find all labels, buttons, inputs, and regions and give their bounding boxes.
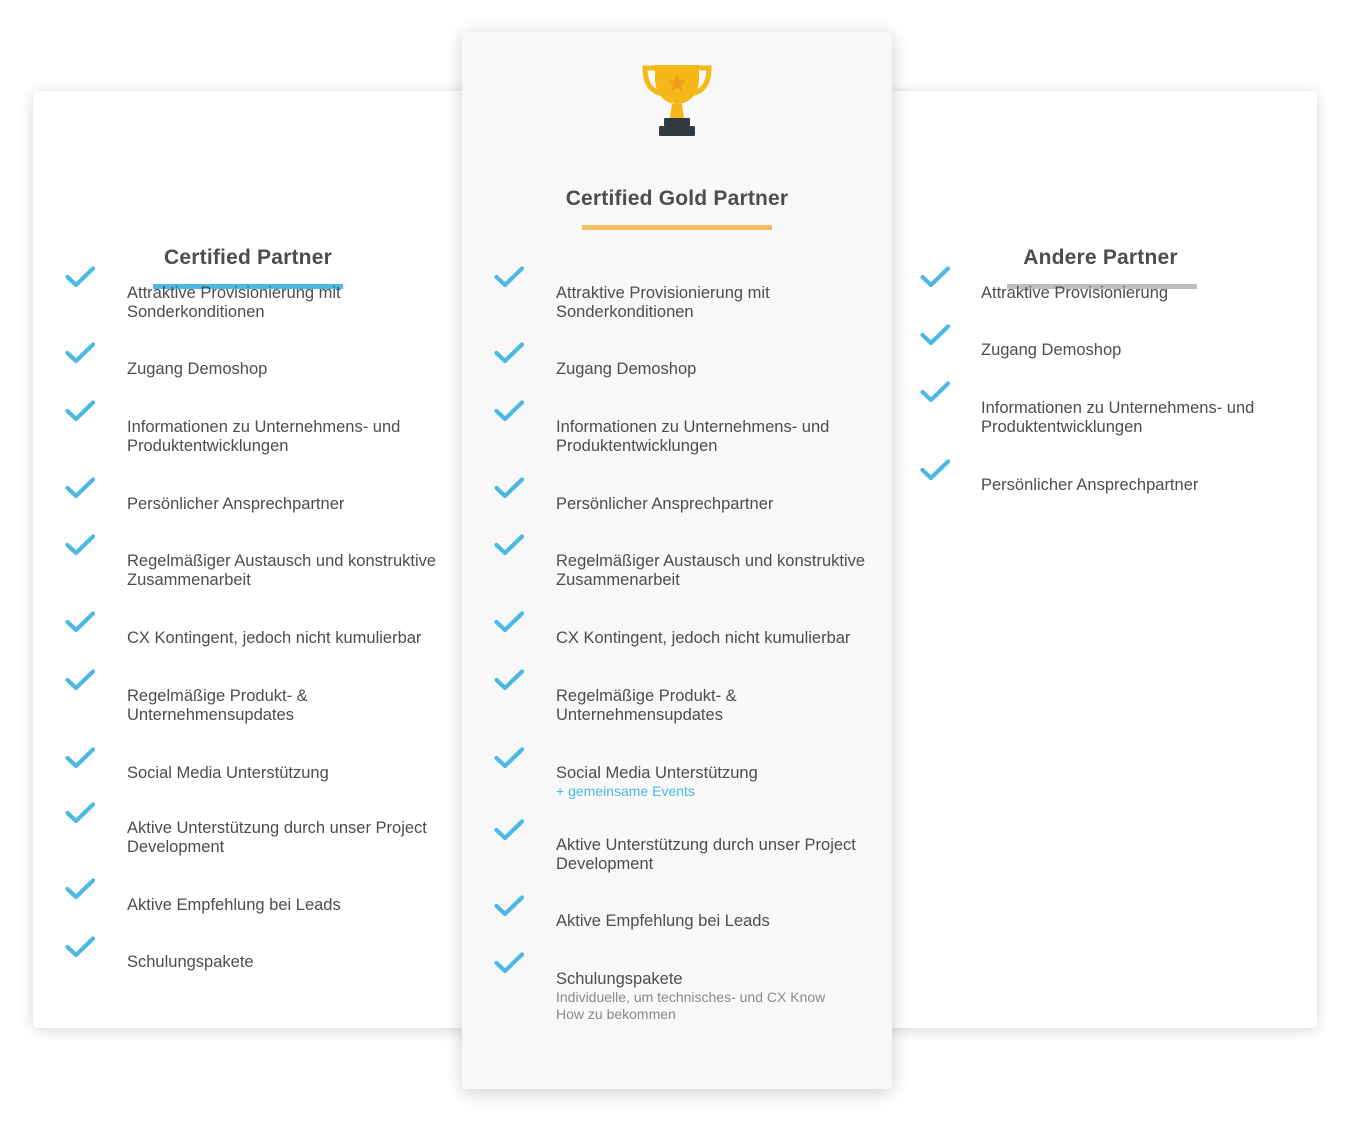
feature-label: Attraktive Provisionierung mit Sonderkonditionen <box>556 284 770 321</box>
plan-card-andere-partner <box>860 91 1317 1028</box>
feature-text <box>127 552 447 590</box>
check-icon <box>494 952 524 974</box>
feature-label: Regelmäßige Produkt- & Unternehmensupdates <box>556 687 737 724</box>
check-icon <box>494 266 524 288</box>
feature-label: Persönlicher Ansprechpartner <box>127 495 345 513</box>
feature-label: CX Kontingent, jedoch nicht kumulierbar <box>556 629 851 647</box>
feature-text <box>556 629 876 648</box>
check-icon <box>920 266 950 288</box>
feature-text <box>556 360 876 379</box>
check-icon <box>494 895 524 917</box>
check-icon <box>65 802 95 824</box>
check-icon <box>65 534 95 556</box>
check-icon <box>494 611 524 633</box>
feature-label: Zugang Demoshop <box>981 341 1122 359</box>
feature-note: + gemeinsame Events <box>556 783 695 799</box>
feature-label: Zugang Demoshop <box>127 360 268 378</box>
check-icon <box>920 324 950 346</box>
feature-text <box>127 495 447 514</box>
feature-label: Aktive Empfehlung bei Leads <box>556 912 770 930</box>
feature-text <box>127 896 447 915</box>
feature-label: Persönlicher Ansprechpartner <box>556 495 774 513</box>
feature-text <box>127 418 447 456</box>
check-icon <box>65 936 95 958</box>
feature-text <box>556 764 876 799</box>
check-icon <box>494 400 524 422</box>
feature-label: Attraktive Provisionierung mit Sonderkonditionen <box>127 284 341 321</box>
check-icon <box>65 669 95 691</box>
feature-subnote: Individuelle, um technisches- und CX Know How zu bekommen <box>556 989 826 1022</box>
feature-label: Informationen zu Unternehmens- und Produktentwicklungen <box>981 399 1255 436</box>
check-icon <box>494 477 524 499</box>
feature-label: Schulungspakete <box>127 953 254 971</box>
feature-label: Social Media Unterstützung <box>556 764 758 782</box>
feature-text <box>127 360 447 379</box>
check-icon <box>494 819 524 841</box>
check-icon <box>65 477 95 499</box>
check-icon <box>65 400 95 422</box>
feature-label: CX Kontingent, jedoch nicht kumulierbar <box>127 629 422 647</box>
feature-text <box>556 970 876 1023</box>
feature-label: Aktive Unterstützung durch unser Project Development <box>556 836 856 873</box>
feature-label: Attraktive Provisionierung <box>981 284 1169 302</box>
check-icon <box>65 342 95 364</box>
feature-text <box>556 912 876 931</box>
feature-text <box>981 399 1301 437</box>
plan-title: Certified Partner <box>164 246 332 269</box>
plan-card-certified-partner <box>33 91 493 1028</box>
feature-text <box>556 687 876 725</box>
check-icon <box>494 747 524 769</box>
check-icon <box>494 669 524 691</box>
trophy-icon <box>642 62 712 138</box>
plan-title: Certified Gold Partner <box>565 187 789 210</box>
feature-text <box>127 764 447 783</box>
feature-label: Informationen zu Unternehmens- und Produktentwicklungen <box>556 418 830 455</box>
feature-label: Regelmäßiger Austausch und konstruktive Zusammenarbeit <box>127 552 437 589</box>
feature-label: Social Media Unterstützung <box>127 764 329 782</box>
check-icon <box>494 534 524 556</box>
feature-label: Informationen zu Unternehmens- und Produktentwicklungen <box>127 418 401 455</box>
check-icon <box>65 878 95 900</box>
feature-text <box>556 836 876 874</box>
feature-text <box>127 819 447 857</box>
feature-label: Regelmäßiger Austausch und konstruktive Zusammenarbeit <box>556 552 866 589</box>
feature-text <box>127 629 447 648</box>
feature-text <box>981 284 1301 303</box>
plan-title-underline <box>582 225 772 230</box>
check-icon <box>920 381 950 403</box>
feature-text <box>556 495 876 514</box>
feature-label: Persönlicher Ansprechpartner <box>981 476 1199 494</box>
feature-text <box>981 341 1301 360</box>
feature-label: Schulungspakete <box>556 970 683 988</box>
check-icon <box>920 459 950 481</box>
check-icon <box>494 342 524 364</box>
feature-label: Regelmäßige Produkt- & Unternehmensupdates <box>127 687 308 724</box>
feature-text <box>556 418 876 456</box>
plan-title: Andere Partner <box>1023 246 1178 269</box>
feature-text <box>981 476 1301 495</box>
feature-label: Aktive Empfehlung bei Leads <box>127 896 341 914</box>
check-icon <box>65 747 95 769</box>
check-icon <box>65 266 95 288</box>
feature-text <box>127 687 447 725</box>
feature-label: Aktive Unterstützung durch unser Project Development <box>127 819 427 856</box>
feature-label: Zugang Demoshop <box>556 360 697 378</box>
check-icon <box>65 611 95 633</box>
feature-text <box>556 552 876 590</box>
feature-text <box>127 284 447 322</box>
plan-card-certified-gold-partner <box>462 32 892 1089</box>
feature-text <box>127 953 447 972</box>
feature-text <box>556 284 876 322</box>
